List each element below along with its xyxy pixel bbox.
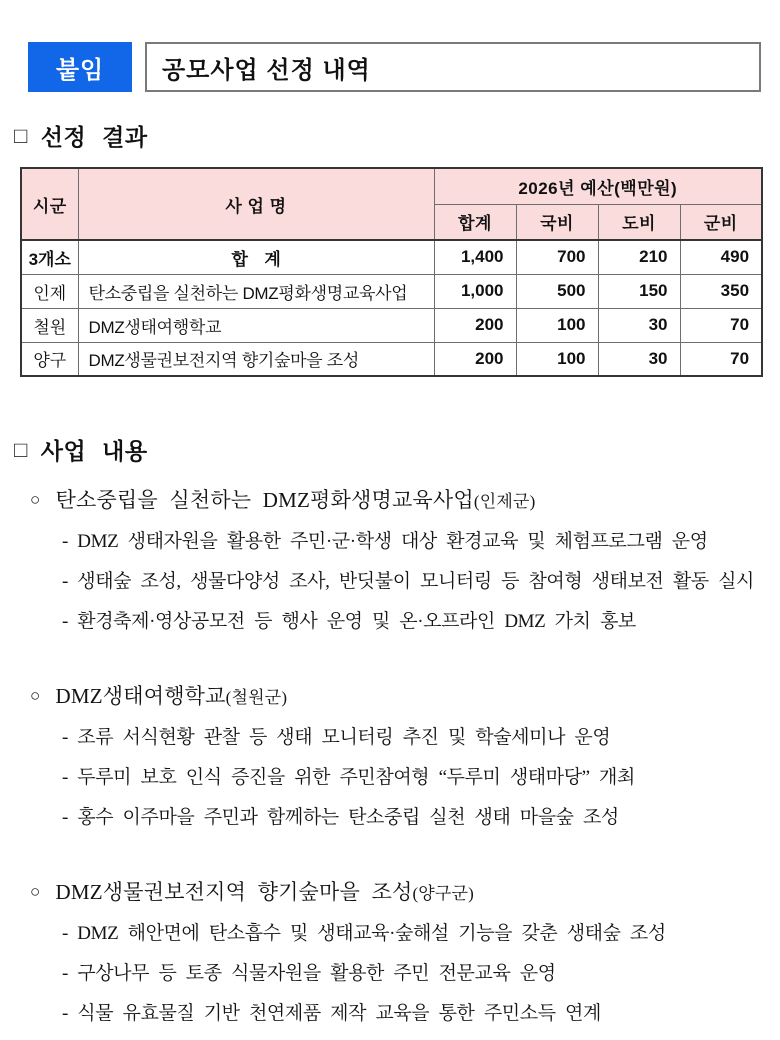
cell-county: 70 [680, 342, 762, 376]
cell-total: 200 [434, 342, 516, 376]
cell-national: 100 [516, 308, 598, 342]
circle-bullet-icon: ○ [30, 882, 41, 901]
cell-national: 500 [516, 274, 598, 308]
project-group-yanggu [30, 876, 780, 1026]
circle-bullet-icon: ○ [30, 686, 41, 705]
table-row [21, 308, 762, 342]
cell-total: 200 [434, 308, 516, 342]
project-title-text [55, 876, 474, 906]
project-title-text [55, 484, 535, 514]
col-header-sigun: 시군 [21, 168, 78, 240]
section-title-content: 사업 내용 [40, 438, 148, 464]
project-detail-line: - DMZ 생태자원을 활용한 주민·군·학생 대상 환경교육 및 체험프로그램 운영 [62, 531, 708, 552]
table-row [21, 274, 762, 308]
project-detail-line: - 생태숲 조성, 생물다양성 조사, 반딧불이 모니터링 등 참여형 생태보전 활동 실시 [62, 571, 755, 592]
cell-county: 350 [680, 274, 762, 308]
cell-national: 700 [516, 240, 598, 274]
project-detail-line: - 환경축제·영상공모전 등 행사 운영 및 온·오프라인 DMZ 가치 홍보 [62, 611, 636, 632]
cell-sigun: 인제 [21, 274, 78, 308]
section-heading-content [14, 433, 780, 466]
project-name: DMZ생태여행학교 [55, 684, 226, 708]
cell-project: DMZ생물권보전지역 향기숲마을 조성 [78, 342, 434, 376]
document-header [28, 42, 761, 92]
cell-provincial: 30 [598, 308, 680, 342]
project-region: (양구군) [412, 884, 475, 903]
document-page [0, 42, 780, 1040]
project-group-inje [30, 484, 780, 634]
project-detail-line: - 구상나무 등 토종 식물자원을 활용한 주민 전문교육 운영 [62, 963, 556, 984]
col-header-budget-group: 2026년 예산(백만원) [434, 168, 762, 204]
attachment-badge: 붙임 [28, 42, 132, 92]
project-name: DMZ생물권보전지역 향기숲마을 조성 [55, 880, 413, 904]
cell-project: DMZ생태여행학교 [78, 308, 434, 342]
project-detail-line: - 홍수 이주마을 주민과 함께하는 탄소중립 실천 생태 마을숲 조성 [62, 807, 619, 828]
square-bullet-icon: □ [14, 122, 28, 148]
project-detail-line: - 두루미 보호 인식 증진을 위한 주민참여형 “두루미 생태마당” 개최 [62, 767, 635, 788]
cell-project: 탄소중립을 실천하는 DMZ평화생명교육사업 [78, 274, 434, 308]
square-bullet-icon: □ [14, 436, 28, 462]
cell-total: 1,000 [434, 274, 516, 308]
project-region: (인제군) [473, 492, 536, 511]
cell-national: 100 [516, 342, 598, 376]
cell-sigun: 3개소 [21, 240, 78, 274]
cell-provincial: 30 [598, 342, 680, 376]
table-row [21, 240, 762, 274]
cell-county: 70 [680, 308, 762, 342]
col-header-project: 사 업 명 [78, 168, 434, 240]
col-header-county: 군비 [680, 204, 762, 240]
project-title [30, 484, 780, 514]
cell-provincial: 210 [598, 240, 680, 274]
table-row [21, 342, 762, 376]
document-title-box [145, 42, 761, 92]
circle-bullet-icon: ○ [30, 490, 41, 509]
project-title [30, 680, 780, 710]
document-title: 공모사업 선정 내역 [162, 56, 371, 84]
cell-sigun: 양구 [21, 342, 78, 376]
table-header [21, 168, 762, 240]
project-name: 탄소중립을 실천하는 DMZ평화생명교육사업 [55, 488, 474, 512]
project-detail-line: - 식물 유효물질 기반 천연제품 제작 교육을 통한 주민소득 연계 [62, 1003, 601, 1024]
cell-sigun: 철원 [21, 308, 78, 342]
section-title-result: 선정 결과 [40, 124, 148, 150]
project-title [30, 876, 780, 906]
cell-total: 1,400 [434, 240, 516, 274]
cell-county: 490 [680, 240, 762, 274]
project-detail-line: - DMZ 해안면에 탄소흡수 및 생태교육·숲해설 기능을 갖춘 생태숲 조성 [62, 923, 666, 944]
project-group-cheorwon [30, 680, 780, 830]
project-region: (철원군) [225, 688, 288, 707]
col-header-total: 합계 [434, 204, 516, 240]
project-title-text [55, 680, 287, 710]
selection-result-table [20, 167, 763, 377]
col-header-national: 국비 [516, 204, 598, 240]
section-heading-result [14, 119, 780, 152]
col-header-provincial: 도비 [598, 204, 680, 240]
cell-provincial: 150 [598, 274, 680, 308]
cell-project: 합 계 [78, 240, 434, 274]
project-detail-line: - 조류 서식현황 관찰 등 생태 모니터링 추진 및 학술세미나 운영 [62, 727, 611, 748]
